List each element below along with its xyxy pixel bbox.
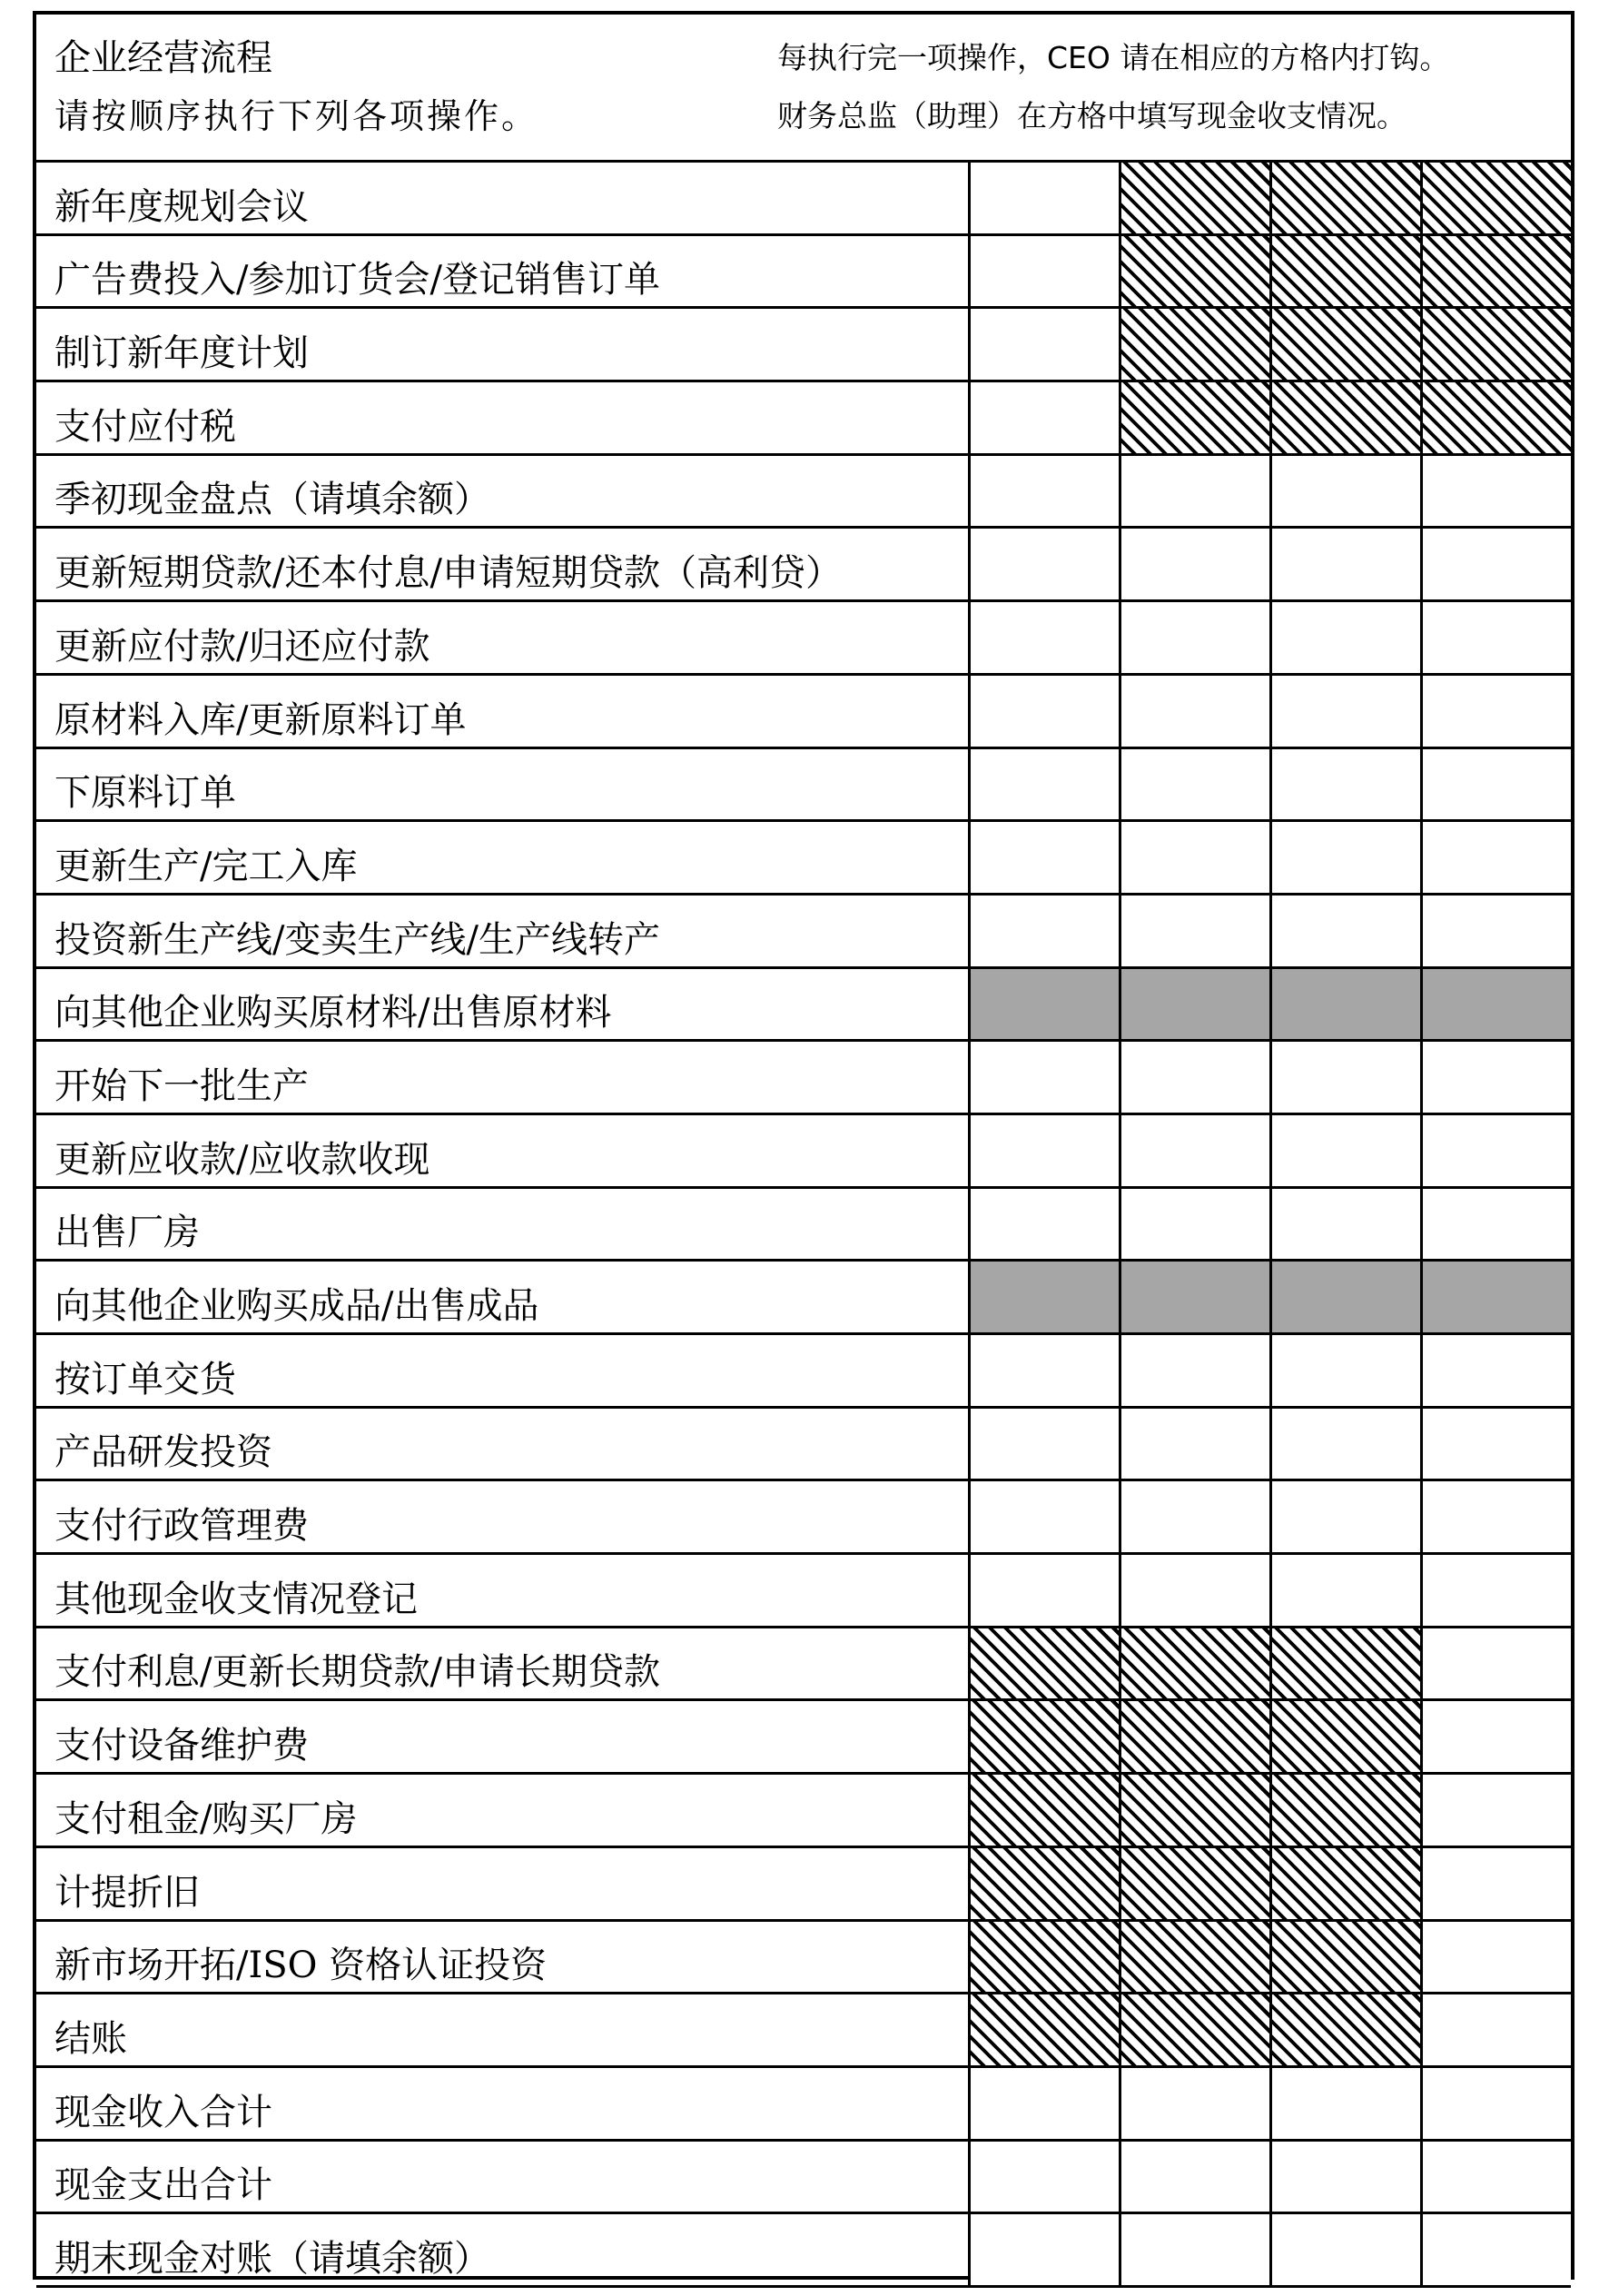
quarter-1-entry-cell[interactable]	[968, 1481, 1119, 1555]
hatched-cell	[968, 1848, 1119, 1922]
instruction-cfo: 财务总监（助理）在方格中填写现金收支情况。	[777, 98, 1407, 134]
quarter-2-entry-cell[interactable]	[1119, 456, 1269, 529]
quarter-4-entry-cell[interactable]	[1420, 1701, 1571, 1775]
quarter-3-entry-cell[interactable]	[1269, 1335, 1420, 1409]
hatched-cell	[1269, 1848, 1420, 1922]
row-label: 更新应付款/归还应付款	[36, 602, 968, 676]
hatched-cell	[1269, 1701, 1420, 1775]
row-label: 现金支出合计	[36, 2142, 968, 2215]
quarter-3-entry-cell[interactable]	[1269, 1481, 1420, 1555]
quarter-2-entry-cell[interactable]	[1119, 1042, 1269, 1115]
quarter-4-entry-cell[interactable]	[1420, 2142, 1571, 2215]
quarter-2-entry-cell[interactable]	[1119, 2068, 1269, 2142]
quarter-2-entry-cell[interactable]	[1119, 529, 1269, 602]
quarter-3-entry-cell[interactable]	[1269, 1042, 1420, 1115]
shaded-cell	[1420, 1262, 1571, 1335]
hatched-cell	[1269, 309, 1420, 382]
quarter-1-entry-cell[interactable]	[968, 456, 1119, 529]
hatched-cell	[1119, 382, 1269, 456]
quarter-1-entry-cell[interactable]	[968, 529, 1119, 602]
quarter-3-entry-cell[interactable]	[1269, 676, 1420, 749]
quarter-2-entry-cell[interactable]	[1119, 2214, 1269, 2288]
quarter-1-entry-cell[interactable]	[968, 2214, 1119, 2288]
hatched-cell	[1119, 1628, 1269, 1702]
quarter-2-entry-cell[interactable]	[1119, 1409, 1269, 1482]
row-label: 向其他企业购买原材料/出售原材料	[36, 969, 968, 1043]
row-label: 开始下一批生产	[36, 1042, 968, 1115]
quarter-3-entry-cell[interactable]	[1269, 1409, 1420, 1482]
hatched-cell	[1269, 163, 1420, 236]
quarter-4-entry-cell[interactable]	[1420, 1115, 1571, 1189]
quarter-2-entry-cell[interactable]	[1119, 822, 1269, 896]
row-label: 出售厂房	[36, 1189, 968, 1262]
row-label: 按订单交货	[36, 1335, 968, 1409]
quarter-2-entry-cell[interactable]	[1119, 749, 1269, 823]
quarter-1-entry-cell[interactable]	[968, 1555, 1119, 1628]
hatched-cell	[1119, 236, 1269, 310]
quarter-2-entry-cell[interactable]	[1119, 2142, 1269, 2215]
quarter-1-entry-cell[interactable]	[968, 676, 1119, 749]
row-label: 结账	[36, 1994, 968, 2068]
shaded-cell	[1269, 1262, 1420, 1335]
row-label: 新市场开拓/ISO 资格认证投资	[36, 1922, 968, 1995]
row-label: 其他现金收支情况登记	[36, 1555, 968, 1628]
quarter-3-entry-cell[interactable]	[1269, 822, 1420, 896]
quarter-4-entry-cell[interactable]	[1420, 676, 1571, 749]
quarter-3-entry-cell[interactable]	[1269, 896, 1420, 969]
hatched-cell	[1269, 1628, 1420, 1702]
table-header-right	[777, 15, 1571, 163]
quarter-2-entry-cell[interactable]	[1119, 602, 1269, 676]
quarter-4-entry-cell[interactable]	[1420, 1775, 1571, 1848]
hatched-cell	[968, 1701, 1119, 1775]
quarter-2-entry-cell[interactable]	[1119, 1555, 1269, 1628]
quarter-3-entry-cell[interactable]	[1269, 1115, 1420, 1189]
quarter-1-entry-cell[interactable]	[968, 749, 1119, 823]
quarter-4-entry-cell[interactable]	[1420, 529, 1571, 602]
row-label: 支付租金/购买厂房	[36, 1775, 968, 1848]
row-label: 季初现金盘点（请填余额）	[36, 456, 968, 529]
row-label: 期末现金对账（请填余额）	[36, 2214, 968, 2288]
hatched-cell	[1269, 382, 1420, 456]
hatched-cell	[968, 1628, 1119, 1702]
quarter-3-entry-cell[interactable]	[1269, 1555, 1420, 1628]
shaded-cell	[1269, 969, 1420, 1043]
quarter-1-entry-cell[interactable]	[968, 2142, 1119, 2215]
quarter-1-entry-cell[interactable]	[968, 163, 1119, 236]
quarter-4-entry-cell[interactable]	[1420, 2068, 1571, 2142]
row-label: 更新生产/完工入库	[36, 822, 968, 896]
quarter-2-entry-cell[interactable]	[1119, 1335, 1269, 1409]
hatched-cell	[1119, 309, 1269, 382]
row-label: 新年度规划会议	[36, 163, 968, 236]
row-label: 制订新年度计划	[36, 309, 968, 382]
quarter-1-entry-cell[interactable]	[968, 1189, 1119, 1262]
quarter-2-entry-cell[interactable]	[1119, 896, 1269, 969]
quarter-1-entry-cell[interactable]	[968, 309, 1119, 382]
row-label: 支付应付税	[36, 382, 968, 456]
hatched-cell	[1119, 1701, 1269, 1775]
hatched-cell	[968, 1922, 1119, 1995]
hatched-cell	[1119, 1775, 1269, 1848]
quarter-2-entry-cell[interactable]	[1119, 1115, 1269, 1189]
quarter-1-entry-cell[interactable]	[968, 1042, 1119, 1115]
quarter-4-entry-cell[interactable]	[1420, 1042, 1571, 1115]
quarter-3-entry-cell[interactable]	[1269, 2068, 1420, 2142]
hatched-cell	[1420, 309, 1571, 382]
row-label: 向其他企业购买成品/出售成品	[36, 1262, 968, 1335]
quarter-1-entry-cell[interactable]	[968, 896, 1119, 969]
quarter-1-entry-cell[interactable]	[968, 822, 1119, 896]
row-label: 支付行政管理费	[36, 1481, 968, 1555]
quarter-1-entry-cell[interactable]	[968, 2068, 1119, 2142]
quarter-1-entry-cell[interactable]	[968, 1335, 1119, 1409]
hatched-cell	[1269, 236, 1420, 310]
instruction-ceo: 每执行完一项操作，CEO 请在相应的方格内打钩。	[777, 40, 1450, 75]
quarter-2-entry-cell[interactable]	[1119, 1189, 1269, 1262]
row-label: 计提折旧	[36, 1848, 968, 1922]
row-label: 投资新生产线/变卖生产线/生产线转产	[36, 896, 968, 969]
shaded-cell	[1119, 969, 1269, 1043]
quarter-3-entry-cell[interactable]	[1269, 529, 1420, 602]
hatched-cell	[1269, 1775, 1420, 1848]
hatched-cell	[968, 1775, 1119, 1848]
hatched-cell	[1420, 236, 1571, 310]
quarter-3-entry-cell[interactable]	[1269, 456, 1420, 529]
hatched-cell	[968, 1994, 1119, 2068]
quarter-2-entry-cell[interactable]	[1119, 676, 1269, 749]
quarter-4-entry-cell[interactable]	[1420, 1555, 1571, 1628]
shaded-cell	[1119, 1262, 1269, 1335]
hatched-cell	[1119, 1922, 1269, 1995]
hatched-cell	[1269, 1922, 1420, 1995]
row-label: 更新短期贷款/还本付息/申请短期贷款（高利贷）	[36, 529, 968, 602]
quarter-4-entry-cell[interactable]	[1420, 749, 1571, 823]
quarter-4-entry-cell[interactable]	[1420, 1994, 1571, 2068]
row-label: 广告费投入/参加订货会/登记销售订单	[36, 236, 968, 310]
quarter-4-entry-cell[interactable]	[1420, 1922, 1571, 1995]
quarter-4-entry-cell[interactable]	[1420, 456, 1571, 529]
quarter-1-entry-cell[interactable]	[968, 236, 1119, 310]
hatched-cell	[1119, 1994, 1269, 2068]
table-title: 企业经营流程	[54, 37, 272, 79]
quarter-4-entry-cell[interactable]	[1420, 1628, 1571, 1702]
hatched-cell	[1420, 382, 1571, 456]
quarter-4-entry-cell[interactable]	[1420, 896, 1571, 969]
shaded-cell	[968, 969, 1119, 1043]
row-label: 现金收入合计	[36, 2068, 968, 2142]
quarter-4-entry-cell[interactable]	[1420, 1335, 1571, 1409]
quarter-3-entry-cell[interactable]	[1269, 2142, 1420, 2215]
quarter-4-entry-cell[interactable]	[1420, 602, 1571, 676]
hatched-cell	[1119, 1848, 1269, 1922]
quarter-4-entry-cell[interactable]	[1420, 1848, 1571, 1922]
quarter-3-entry-cell[interactable]	[1269, 1189, 1420, 1262]
quarter-1-entry-cell[interactable]	[968, 1409, 1119, 1482]
hatched-cell	[1420, 163, 1571, 236]
quarter-1-entry-cell[interactable]	[968, 1115, 1119, 1189]
quarter-2-entry-cell[interactable]	[1119, 1481, 1269, 1555]
row-label: 支付利息/更新长期贷款/申请长期贷款	[36, 1628, 968, 1702]
quarter-4-entry-cell[interactable]	[1420, 2214, 1571, 2288]
shaded-cell	[1420, 969, 1571, 1043]
shaded-cell	[968, 1262, 1119, 1335]
row-label: 产品研发投资	[36, 1409, 968, 1482]
hatched-cell	[1269, 1994, 1420, 2068]
row-label: 更新应收款/应收款收现	[36, 1115, 968, 1189]
quarter-4-entry-cell[interactable]	[1420, 822, 1571, 896]
quarter-3-entry-cell[interactable]	[1269, 2214, 1420, 2288]
row-label: 下原料订单	[36, 749, 968, 823]
quarter-1-entry-cell[interactable]	[968, 382, 1119, 456]
row-label: 支付设备维护费	[36, 1701, 968, 1775]
operation-flow-table	[33, 11, 1574, 2280]
quarter-3-entry-cell[interactable]	[1269, 602, 1420, 676]
quarter-1-entry-cell[interactable]	[968, 602, 1119, 676]
table-subtitle: 请按顺序执行下列各项操作。	[54, 96, 539, 136]
quarter-4-entry-cell[interactable]	[1420, 1189, 1571, 1262]
hatched-cell	[1119, 163, 1269, 236]
quarter-4-entry-cell[interactable]	[1420, 1481, 1571, 1555]
quarter-3-entry-cell[interactable]	[1269, 749, 1420, 823]
row-label: 原材料入库/更新原料订单	[36, 676, 968, 749]
quarter-4-entry-cell[interactable]	[1420, 1409, 1571, 1482]
